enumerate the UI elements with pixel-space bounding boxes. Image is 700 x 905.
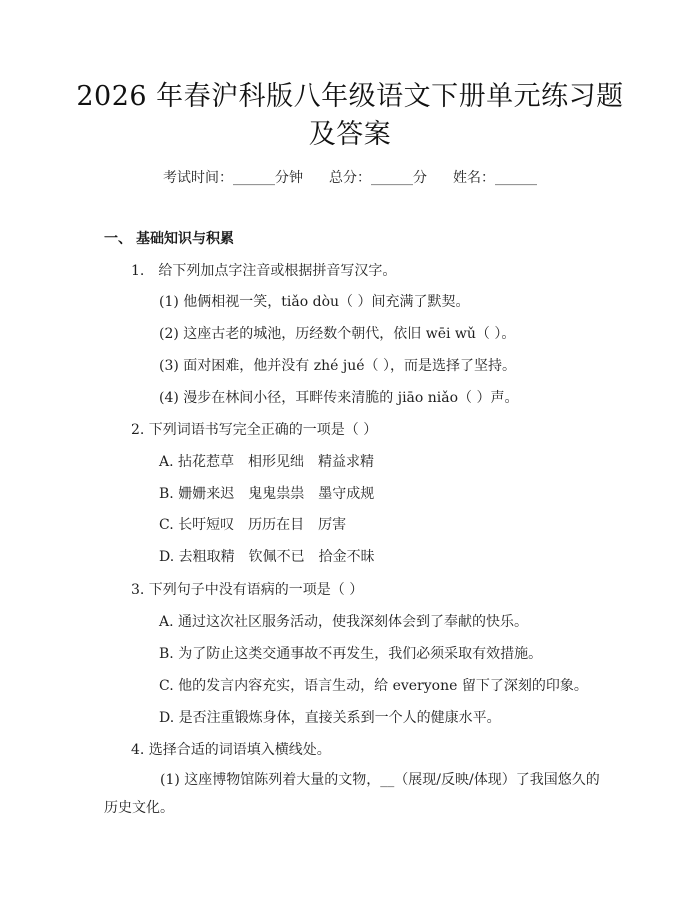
- question-3-option-c: C. 他的发言内容充实，语言生动，给 everyone 留下了深刻的印象。: [159, 678, 588, 694]
- question-1-item-4: (4) 漫步在林间小径，耳畔传来清脆的 jiāo niǎo（ ）声。: [159, 390, 519, 406]
- document-title-line-2: 及答案: [308, 119, 392, 150]
- exam-meta: [0, 168, 700, 188]
- exam-total-score: 总分：______分: [329, 170, 427, 186]
- exam-time: 考试时间：______分钟: [163, 170, 303, 186]
- question-4-item-1: (1) 这座博物馆陈列着大量的文物，__（展现/反映/体现）了我国悠久的历史文化。: [104, 772, 600, 816]
- question-2-option-d: D. 去粗取精 钦佩不已 拾金不昧: [159, 549, 375, 565]
- question-2-option-b: B. 姗姗来迟 鬼鬼祟祟 墨守成规: [159, 486, 375, 502]
- section-heading: [104, 229, 234, 249]
- question-1-item-3: (3) 面对困难，他并没有 zhé jué（ ），而是选择了坚持。: [159, 358, 516, 374]
- question-3-option-d: D. 是否注重锻炼身体，直接关系到一个人的健康水平。: [159, 710, 501, 726]
- question-4-stem: 4. 选择合适的词语填入横线处。: [131, 742, 331, 758]
- question-2-option-a: A. 拈花惹草 相形见绌 精益求精: [159, 454, 375, 470]
- question-2-stem: 2. 下列词语书写完全正确的一项是（ ）: [131, 422, 378, 438]
- question-3-stem: 3. 下列句子中没有语病的一项是（ ）: [131, 582, 364, 598]
- question-3-option-a: A. 通过这次社区服务活动，使我深刻体会到了奉献的快乐。: [159, 614, 529, 630]
- student-name: 姓名：______: [453, 170, 537, 186]
- question-1-item-1: (1) 他俩相视一笑，tiǎo dòu（ ）间充满了默契。: [159, 294, 470, 310]
- question-1-item-2: (2) 这座古老的城池，历经数个朝代，依旧 wēi wǔ（ ）。: [159, 326, 516, 342]
- question-1-stem: 1. 给下列加点字注音或根据拼音写汉字。: [131, 263, 397, 279]
- document-title-line-1: 2026 年春沪科版八年级语文下册单元练习题: [76, 81, 624, 112]
- question-2-option-c: C. 长吁短叹 历历在目 厉害: [159, 517, 347, 533]
- question-3-option-b: B. 为了防止这类交通事故不再发生，我们必须采取有效措施。: [159, 646, 543, 662]
- section-title: 基础知识与积累: [136, 231, 234, 247]
- section-number: 一、: [104, 231, 132, 247]
